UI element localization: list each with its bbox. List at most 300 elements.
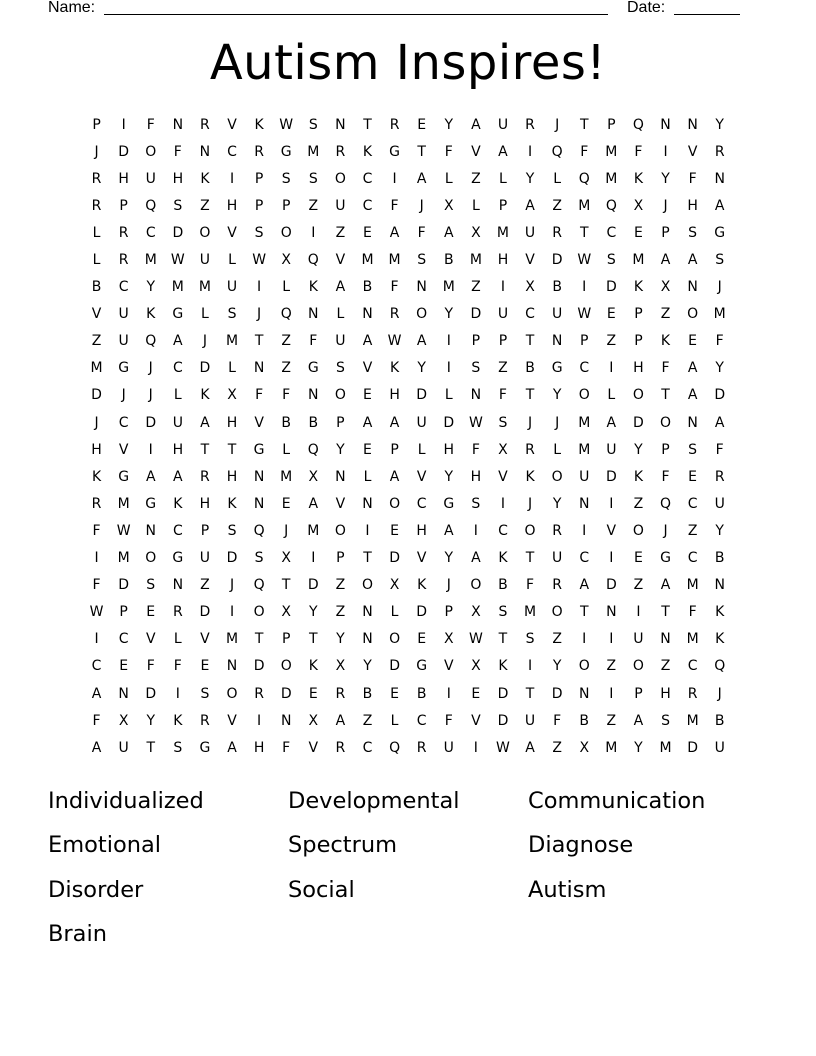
grid-letter: N bbox=[551, 333, 563, 350]
grid-letter: W bbox=[279, 116, 294, 133]
grid-letter: V bbox=[471, 712, 481, 729]
grid-letter: I bbox=[311, 550, 316, 567]
word-list-item: Autism bbox=[528, 876, 607, 903]
grid-letter: D bbox=[470, 306, 482, 323]
grid-letter: C bbox=[687, 495, 698, 512]
grid-row bbox=[83, 734, 734, 761]
grid-letter: O bbox=[145, 143, 157, 160]
grid-letter: O bbox=[389, 631, 401, 648]
grid-letter: G bbox=[145, 495, 157, 512]
grid-letter: D bbox=[551, 685, 563, 702]
grid-letter: I bbox=[663, 143, 668, 160]
grid-letter: Z bbox=[281, 333, 291, 350]
grid-letter: X bbox=[335, 658, 346, 675]
grid-letter: C bbox=[579, 550, 590, 567]
grid-letter: P bbox=[336, 414, 345, 431]
grid-letter: P bbox=[281, 197, 291, 214]
grid-letter: P bbox=[254, 197, 264, 214]
grid-letter: G bbox=[253, 441, 265, 458]
grid-letter: U bbox=[497, 116, 509, 133]
grid-letter: A bbox=[660, 577, 671, 594]
grid-letter: S bbox=[200, 685, 210, 702]
grid-letter: M bbox=[361, 252, 374, 269]
grid-letter: E bbox=[417, 116, 427, 133]
grid-letter: M bbox=[578, 414, 591, 431]
grid-letter: O bbox=[145, 550, 157, 567]
grid-letter: L bbox=[553, 170, 562, 187]
grid-letter: F bbox=[92, 577, 101, 594]
name-field[interactable] bbox=[104, 14, 608, 15]
grid-letter: Q bbox=[253, 577, 265, 594]
grid-letter: Y bbox=[336, 631, 345, 648]
grid-letter: A bbox=[525, 197, 535, 214]
grid-letter: Z bbox=[498, 360, 508, 377]
grid-letter: B bbox=[281, 414, 291, 431]
grid-letter: L bbox=[201, 306, 209, 323]
grid-letter: P bbox=[580, 333, 589, 350]
grid-letter: T bbox=[227, 441, 237, 458]
grid-letter: P bbox=[200, 522, 210, 539]
name-label: Name: bbox=[48, 0, 96, 16]
grid-letter: S bbox=[308, 116, 318, 133]
grid-letter: Y bbox=[634, 739, 643, 756]
grid-letter: H bbox=[172, 441, 184, 458]
grid-letter: K bbox=[227, 495, 237, 512]
grid-letter: M bbox=[578, 441, 591, 458]
grid-letter: O bbox=[226, 685, 238, 702]
date-field[interactable] bbox=[674, 14, 740, 15]
grid-letter: Y bbox=[715, 116, 724, 133]
grid-letter: T bbox=[525, 333, 535, 350]
word-list-item: Communication bbox=[528, 788, 706, 815]
grid-letter: W bbox=[387, 333, 402, 350]
grid-letter: R bbox=[552, 522, 562, 539]
grid-letter: E bbox=[390, 685, 399, 702]
grid-letter: H bbox=[91, 441, 102, 458]
grid-letter: X bbox=[525, 279, 535, 296]
grid-letter: M bbox=[659, 739, 672, 756]
grid-letter: D bbox=[172, 224, 184, 241]
grid-letter: X bbox=[443, 197, 454, 214]
grid-letter: Y bbox=[417, 360, 426, 377]
grid-letter: A bbox=[389, 414, 400, 431]
grid-letter: I bbox=[229, 170, 235, 187]
grid-letter: D bbox=[145, 685, 157, 702]
grid-letter: X bbox=[498, 441, 508, 458]
grid-letter: L bbox=[173, 631, 182, 648]
grid-letter: O bbox=[578, 658, 590, 675]
grid-letter: G bbox=[280, 143, 292, 160]
grid-letter: M bbox=[469, 252, 482, 269]
grid-letter: O bbox=[389, 495, 401, 512]
grid-letter: M bbox=[144, 252, 157, 269]
grid-letter: F bbox=[173, 658, 182, 675]
grid-letter: G bbox=[199, 739, 211, 756]
grid-letter: R bbox=[389, 306, 400, 323]
grid-letter: L bbox=[228, 360, 236, 377]
grid-letter: S bbox=[498, 414, 508, 431]
grid-letter: S bbox=[281, 170, 291, 187]
grid-letter: J bbox=[419, 197, 424, 214]
grid-letter: O bbox=[551, 604, 563, 621]
grid-letter: T bbox=[579, 604, 589, 621]
grid-letter: S bbox=[661, 712, 670, 729]
grid-letter: E bbox=[119, 658, 129, 675]
grid-letter: N bbox=[253, 468, 265, 485]
grid-letter: A bbox=[173, 468, 183, 485]
grid-letter: Y bbox=[336, 441, 345, 458]
grid-letter: T bbox=[281, 577, 291, 594]
grid-letter: D bbox=[551, 252, 563, 269]
grid-letter: H bbox=[660, 685, 671, 702]
grid-letter: L bbox=[282, 279, 291, 296]
grid-letter: B bbox=[498, 577, 508, 594]
grid-letter: M bbox=[442, 279, 455, 296]
grid-letter: C bbox=[687, 550, 698, 567]
grid-letter: I bbox=[446, 685, 451, 702]
grid-letter: R bbox=[172, 604, 183, 621]
grid-row bbox=[83, 653, 734, 680]
grid-letter: U bbox=[579, 468, 590, 485]
grid-letter: B bbox=[714, 550, 725, 567]
grid-letter: J bbox=[121, 387, 126, 404]
grid-letter: M bbox=[686, 577, 699, 594]
grid-letter: N bbox=[362, 604, 373, 621]
grid-letter: U bbox=[118, 333, 129, 350]
grid-letter: Z bbox=[633, 577, 644, 594]
grid-letter: D bbox=[118, 577, 130, 594]
grid-letter: A bbox=[471, 550, 481, 567]
grid-letter: S bbox=[254, 224, 264, 241]
grid-letter: F bbox=[661, 360, 670, 377]
grid-letter: C bbox=[91, 658, 102, 675]
letter-grid bbox=[83, 111, 734, 761]
grid-letter: D bbox=[443, 414, 455, 431]
grid-letter: O bbox=[334, 387, 346, 404]
grid-letter: H bbox=[226, 197, 238, 214]
grid-letter: C bbox=[145, 224, 156, 241]
grid-letter: M bbox=[225, 631, 239, 648]
grid-letter: Q bbox=[605, 197, 617, 214]
grid-letter: S bbox=[688, 224, 698, 241]
grid-row bbox=[83, 707, 734, 734]
grid-letter: P bbox=[634, 333, 643, 350]
grid-letter: O bbox=[524, 522, 536, 539]
grid-letter: K bbox=[715, 631, 725, 648]
grid-letter: P bbox=[471, 333, 481, 350]
grid-letter: D bbox=[145, 414, 157, 431]
grid-letter: J bbox=[94, 414, 99, 431]
grid-letter: O bbox=[361, 577, 373, 594]
grid-letter: Z bbox=[660, 306, 671, 323]
grid-letter: S bbox=[688, 441, 698, 458]
grid-letter: C bbox=[362, 739, 373, 756]
grid-letter: W bbox=[170, 252, 185, 269]
grid-letter: I bbox=[582, 279, 587, 296]
grid-letter: D bbox=[605, 279, 617, 296]
grid-letter: T bbox=[363, 550, 372, 567]
grid-letter: N bbox=[172, 116, 184, 133]
grid-letter: D bbox=[280, 685, 292, 702]
grid-letter: C bbox=[416, 495, 427, 512]
grid-letter: N bbox=[362, 631, 373, 648]
grid-letter: A bbox=[443, 224, 454, 241]
grid-letter: D bbox=[389, 550, 400, 567]
grid-letter: U bbox=[145, 170, 156, 187]
grid-letter: W bbox=[468, 414, 483, 431]
grid-letter: R bbox=[714, 143, 725, 160]
grid-row bbox=[83, 246, 734, 273]
grid-letter: J bbox=[555, 414, 560, 431]
word-list-row bbox=[48, 912, 768, 956]
grid-letter: V bbox=[91, 306, 102, 323]
grid-letter: J bbox=[202, 333, 207, 350]
grid-letter: B bbox=[552, 279, 562, 296]
grid-letter: Y bbox=[552, 387, 562, 404]
grid-letter: A bbox=[687, 252, 698, 269]
grid-letter: Y bbox=[444, 468, 454, 485]
grid-letter: I bbox=[609, 685, 614, 702]
grid-letter: J bbox=[663, 197, 668, 214]
grid-letter: T bbox=[146, 739, 156, 756]
grid-letter: S bbox=[471, 495, 481, 512]
grid-letter: E bbox=[363, 441, 372, 458]
grid-letter: Y bbox=[552, 495, 562, 512]
grid-letter: Z bbox=[687, 522, 698, 539]
grid-letter: U bbox=[524, 712, 536, 729]
grid-letter: E bbox=[308, 685, 318, 702]
grid-letter: S bbox=[227, 306, 237, 323]
grid-letter: L bbox=[390, 604, 399, 621]
grid-letter: S bbox=[498, 604, 508, 621]
grid-letter: G bbox=[172, 550, 184, 567]
grid-letter: T bbox=[579, 116, 589, 133]
grid-letter: N bbox=[714, 170, 725, 187]
grid-letter: Q bbox=[307, 441, 319, 458]
grid-row bbox=[83, 165, 734, 192]
grid-letter: N bbox=[416, 279, 427, 296]
grid-letter: H bbox=[199, 495, 211, 512]
grid-letter: W bbox=[116, 522, 131, 539]
grid-letter: E bbox=[688, 333, 698, 350]
grid-letter: I bbox=[582, 522, 587, 539]
grid-letter: Z bbox=[91, 333, 102, 350]
grid-letter: A bbox=[145, 468, 156, 485]
grid-letter: Z bbox=[281, 360, 291, 377]
grid-row bbox=[83, 219, 734, 246]
grid-letter: I bbox=[473, 739, 478, 756]
grid-letter: O bbox=[280, 658, 292, 675]
grid-letter: R bbox=[552, 577, 562, 594]
grid-letter: L bbox=[444, 387, 453, 404]
grid-letter: H bbox=[633, 360, 644, 377]
grid-letter: P bbox=[607, 116, 616, 133]
grid-letter: A bbox=[389, 468, 400, 485]
grid-letter: Z bbox=[552, 631, 562, 648]
grid-letter: K bbox=[633, 170, 644, 187]
grid-letter: A bbox=[714, 414, 725, 431]
grid-letter: W bbox=[89, 604, 104, 621]
grid-letter: Q bbox=[307, 252, 319, 269]
grid-letter: I bbox=[121, 116, 126, 133]
grid-letter: F bbox=[498, 387, 507, 404]
grid-row bbox=[83, 192, 734, 219]
grid-letter: S bbox=[146, 577, 156, 594]
grid-letter: O bbox=[280, 224, 292, 241]
grid-letter: Z bbox=[606, 658, 617, 675]
grid-letter: M bbox=[605, 170, 618, 187]
grid-letter: F bbox=[661, 468, 670, 485]
grid-letter: T bbox=[579, 224, 589, 241]
grid-letter: Q bbox=[145, 197, 157, 214]
grid-letter: Q bbox=[145, 333, 157, 350]
grid-letter: F bbox=[282, 739, 291, 756]
grid-letter: D bbox=[605, 468, 617, 485]
grid-letter: I bbox=[446, 360, 451, 377]
grid-letter: A bbox=[498, 143, 508, 160]
grid-letter: K bbox=[525, 468, 535, 485]
grid-letter: Y bbox=[363, 658, 372, 675]
grid-letter: K bbox=[308, 279, 318, 296]
grid-letter: I bbox=[609, 360, 614, 377]
grid-letter: X bbox=[308, 712, 319, 729]
grid-letter: A bbox=[91, 739, 102, 756]
grid-letter: Q bbox=[389, 739, 401, 756]
grid-letter: P bbox=[634, 306, 643, 323]
grid-row bbox=[83, 490, 734, 517]
grid-letter: A bbox=[687, 387, 698, 404]
grid-letter: F bbox=[390, 197, 399, 214]
grid-letter: D bbox=[416, 604, 428, 621]
grid-letter: I bbox=[609, 495, 614, 512]
grid-letter: E bbox=[281, 495, 291, 512]
grid-letter: E bbox=[390, 522, 399, 539]
grid-letter: X bbox=[633, 197, 644, 214]
grid-letter: M bbox=[90, 360, 103, 377]
grid-letter: L bbox=[92, 252, 101, 269]
grid-letter: V bbox=[687, 143, 698, 160]
word-list-item: Individualized bbox=[48, 788, 204, 815]
date-label: Date: bbox=[627, 0, 666, 16]
grid-letter: A bbox=[362, 333, 373, 350]
grid-letter: R bbox=[91, 495, 102, 512]
grid-letter: S bbox=[335, 360, 345, 377]
grid-letter: C bbox=[362, 197, 373, 214]
grid-letter: J bbox=[257, 306, 262, 323]
grid-letter: X bbox=[227, 387, 237, 404]
grid-letter: Z bbox=[335, 604, 346, 621]
grid-letter: P bbox=[281, 631, 291, 648]
grid-letter: O bbox=[687, 306, 699, 323]
grid-letter: J bbox=[284, 522, 289, 539]
grid-letter: D bbox=[253, 658, 265, 675]
grid-letter: N bbox=[362, 306, 373, 323]
grid-row bbox=[83, 355, 734, 382]
grid-letter: J bbox=[229, 577, 235, 594]
grid-letter: K bbox=[633, 279, 644, 296]
grid-letter: G bbox=[307, 360, 319, 377]
grid-letter: I bbox=[527, 658, 533, 675]
grid-row bbox=[83, 572, 734, 599]
grid-letter: K bbox=[498, 550, 508, 567]
grid-letter: D bbox=[389, 658, 400, 675]
grid-letter: O bbox=[632, 387, 644, 404]
grid-letter: V bbox=[525, 252, 535, 269]
grid-letter: L bbox=[499, 170, 507, 187]
grid-letter: D bbox=[714, 387, 726, 404]
grid-letter: K bbox=[254, 116, 264, 133]
grid-letter: U bbox=[172, 414, 183, 431]
word-list-item: Developmental bbox=[288, 788, 460, 815]
grid-letter: C bbox=[579, 360, 590, 377]
grid-letter: K bbox=[200, 387, 210, 404]
grid-letter: B bbox=[308, 414, 319, 431]
grid-letter: X bbox=[660, 279, 671, 296]
grid-letter: U bbox=[443, 739, 454, 756]
grid-letter: X bbox=[471, 604, 481, 621]
grid-letter: J bbox=[148, 387, 153, 404]
grid-letter: M bbox=[524, 604, 537, 621]
grid-letter: U bbox=[497, 306, 509, 323]
grid-letter: P bbox=[498, 333, 508, 350]
grid-letter: I bbox=[94, 631, 99, 648]
grid-letter: Z bbox=[633, 495, 644, 512]
grid-letter: W bbox=[468, 631, 483, 648]
grid-letter: N bbox=[280, 712, 292, 729]
grid-letter: K bbox=[715, 604, 725, 621]
grid-letter: R bbox=[91, 197, 102, 214]
grid-letter: T bbox=[417, 143, 426, 160]
grid-letter: F bbox=[444, 712, 453, 729]
grid-letter: F bbox=[417, 224, 426, 241]
grid-letter: I bbox=[636, 604, 641, 621]
grid-letter: R bbox=[254, 143, 264, 160]
grid-letter: C bbox=[172, 522, 183, 539]
grid-letter: L bbox=[607, 387, 616, 404]
grid-letter: P bbox=[119, 604, 128, 621]
grid-letter: E bbox=[606, 306, 616, 323]
grid-letter: I bbox=[609, 550, 614, 567]
grid-letter: A bbox=[471, 116, 481, 133]
grid-letter: Y bbox=[146, 279, 156, 296]
grid-letter: L bbox=[228, 252, 236, 269]
grid-letter: Y bbox=[552, 658, 562, 675]
grid-letter: Y bbox=[715, 522, 724, 539]
grid-letter: M bbox=[117, 495, 130, 512]
grid-letter: F bbox=[580, 143, 589, 160]
grid-letter: U bbox=[226, 279, 238, 296]
grid-letter: U bbox=[118, 739, 129, 756]
grid-letter: F bbox=[390, 279, 399, 296]
grid-letter: Z bbox=[335, 224, 346, 241]
grid-letter: C bbox=[118, 414, 129, 431]
grid-letter: R bbox=[118, 224, 129, 241]
word-list bbox=[48, 779, 768, 956]
grid-letter: J bbox=[527, 495, 533, 512]
grid-letter: U bbox=[714, 739, 725, 756]
grid-letter: C bbox=[687, 658, 698, 675]
grid-letter: F bbox=[553, 712, 562, 729]
grid-letter: M bbox=[686, 712, 699, 729]
grid-letter: N bbox=[308, 387, 319, 404]
grid-letter: Z bbox=[552, 197, 562, 214]
grid-letter: D bbox=[307, 577, 319, 594]
grid-letter: S bbox=[254, 550, 264, 567]
grid-letter: I bbox=[257, 712, 262, 729]
grid-letter: G bbox=[660, 550, 671, 567]
grid-letter: F bbox=[92, 712, 101, 729]
grid-letter: C bbox=[498, 522, 508, 539]
